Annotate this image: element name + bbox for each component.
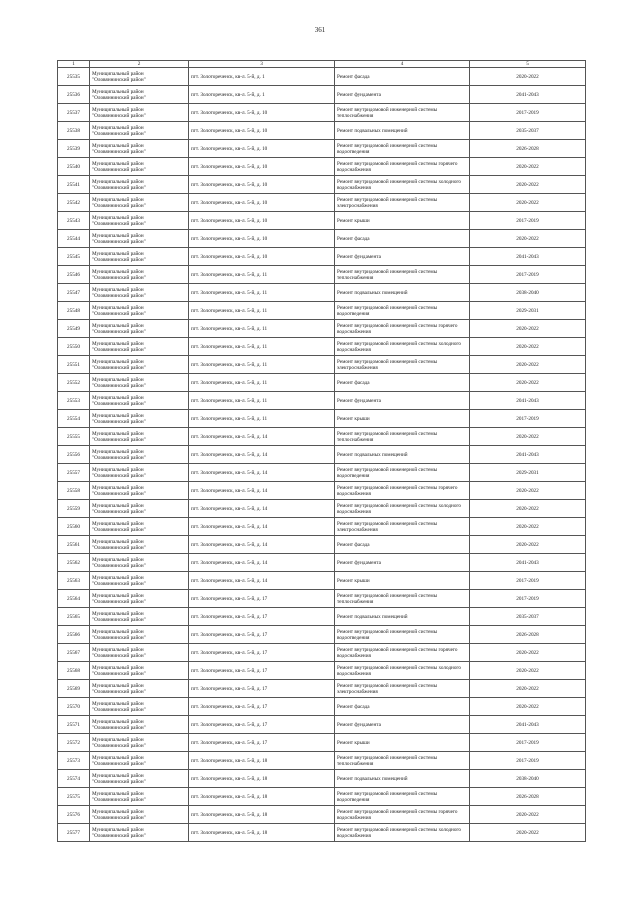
period-cell: 2020-2022 [470, 230, 586, 248]
period-cell: 2029-2031 [470, 302, 586, 320]
table-row [58, 374, 586, 392]
address-cell: пгт. Золотореченск, кв-л. 5-й, д. 14 [189, 464, 335, 482]
column-header-2: 2 [90, 61, 189, 68]
table-row [58, 248, 586, 266]
table-row [58, 284, 586, 302]
row-number-cell: 25535 [58, 68, 90, 86]
table-row [58, 644, 586, 662]
table-row [58, 518, 586, 536]
period-cell: 2041-2043 [470, 392, 586, 410]
table-row [58, 464, 586, 482]
row-number-cell: 25569 [58, 680, 90, 698]
table-row [58, 608, 586, 626]
period-cell: 2020-2022 [470, 680, 586, 698]
row-number-cell: 25576 [58, 806, 90, 824]
address-cell: пгт. Золотореченск, кв-л. 5-й, д. 11 [189, 410, 335, 428]
row-number-cell: 25557 [58, 464, 90, 482]
period-cell: 2038-2040 [470, 284, 586, 302]
row-number-cell: 25549 [58, 320, 90, 338]
address-cell: пгт. Золотореченск, кв-л. 5-й, д. 11 [189, 356, 335, 374]
address-cell: пгт. Золотореченск, кв-л. 5-й, д. 10 [189, 176, 335, 194]
address-cell: пгт. Золотореченск, кв-л. 5-й, д. 14 [189, 572, 335, 590]
work-type-cell: Ремонт крыши [335, 212, 470, 230]
repair-schedule-table [57, 60, 586, 842]
work-type-cell: Ремонт внутридомовой инженерной системы водоотведения [335, 302, 470, 320]
address-cell: пгт. Золотореченск, кв-л. 5-й, д. 10 [189, 122, 335, 140]
table-row [58, 230, 586, 248]
work-type-cell: Ремонт внутридомовой инженерной системы холодного водоснабжения [335, 176, 470, 194]
period-cell: 2020-2022 [470, 500, 586, 518]
column-header-1: 1 [58, 61, 90, 68]
address-cell: пгт. Золотореченск, кв-л. 5-й, д. 10 [189, 230, 335, 248]
row-number-cell: 25556 [58, 446, 90, 464]
municipal-area-cell: Муниципальный район "Оловяннинский район" [90, 590, 189, 608]
work-type-cell: Ремонт внутридомовой инженерной системы водоотведения [335, 140, 470, 158]
table-row [58, 734, 586, 752]
work-type-cell: Ремонт подвальных помещений [335, 770, 470, 788]
row-number-cell: 25538 [58, 122, 90, 140]
address-cell: пгт. Золотореченск, кв-л. 5-й, д. 14 [189, 446, 335, 464]
work-type-cell: Ремонт внутридомовой инженерной системы горячего водоснабжения [335, 806, 470, 824]
page-number: 361 [314, 26, 326, 34]
municipal-area-cell: Муниципальный район "Оловяннинский район" [90, 752, 189, 770]
municipal-area-cell: Муниципальный район "Оловяннинский район" [90, 806, 189, 824]
row-number-cell: 25542 [58, 194, 90, 212]
period-cell: 2020-2022 [470, 320, 586, 338]
municipal-area-cell: Муниципальный район "Оловяннинский район" [90, 266, 189, 284]
address-cell: пгт. Золотореченск, кв-л. 5-й, д. 18 [189, 824, 335, 842]
work-type-cell: Ремонт внутридомовой инженерной системы электроснабжения [335, 518, 470, 536]
address-cell: пгт. Золотореченск, кв-л. 5-й, д. 14 [189, 428, 335, 446]
municipal-area-cell: Муниципальный район "Оловяннинский район" [90, 644, 189, 662]
column-header-3: 3 [189, 61, 335, 68]
period-cell: 2020-2022 [470, 68, 586, 86]
row-number-cell: 25577 [58, 824, 90, 842]
municipal-area-cell: Муниципальный район "Оловяннинский район" [90, 662, 189, 680]
table-row [58, 680, 586, 698]
period-cell: 2020-2022 [470, 536, 586, 554]
row-number-cell: 25568 [58, 662, 90, 680]
period-cell: 2026-2028 [470, 140, 586, 158]
work-type-cell: Ремонт внутридомовой инженерной системы горячего водоснабжения [335, 158, 470, 176]
row-number-cell: 25575 [58, 788, 90, 806]
address-cell: пгт. Золотореченск, кв-л. 5-й, д. 10 [189, 140, 335, 158]
table-row [58, 662, 586, 680]
municipal-area-cell: Муниципальный район "Оловяннинский район" [90, 104, 189, 122]
period-cell: 2041-2043 [470, 86, 586, 104]
address-cell: пгт. Золотореченск, кв-л. 5-й, д. 11 [189, 392, 335, 410]
period-cell: 2017-2019 [470, 572, 586, 590]
municipal-area-cell: Муниципальный район "Оловяннинский район" [90, 230, 189, 248]
table-row [58, 320, 586, 338]
row-number-cell: 25543 [58, 212, 90, 230]
row-number-cell: 25562 [58, 554, 90, 572]
municipal-area-cell: Муниципальный район "Оловяннинский район" [90, 770, 189, 788]
period-cell: 2026-2028 [470, 788, 586, 806]
period-cell: 2041-2043 [470, 716, 586, 734]
period-cell: 2041-2043 [470, 554, 586, 572]
row-number-cell: 25548 [58, 302, 90, 320]
row-number-cell: 25540 [58, 158, 90, 176]
address-cell: пгт. Золотореченск, кв-л. 5-й, д. 18 [189, 806, 335, 824]
row-number-cell: 25573 [58, 752, 90, 770]
municipal-area-cell: Муниципальный район "Оловяннинский район" [90, 626, 189, 644]
period-cell: 2026-2028 [470, 626, 586, 644]
municipal-area-cell: Муниципальный район "Оловяннинский район" [90, 572, 189, 590]
column-header-4: 4 [335, 61, 470, 68]
municipal-area-cell: Муниципальный район "Оловяннинский район" [90, 734, 189, 752]
row-number-cell: 25572 [58, 734, 90, 752]
period-cell: 2041-2043 [470, 248, 586, 266]
row-number-cell: 25559 [58, 500, 90, 518]
address-cell: пгт. Золотореченск, кв-л. 5-й, д. 10 [189, 104, 335, 122]
address-cell: пгт. Золотореченск, кв-л. 5-й, д. 10 [189, 212, 335, 230]
municipal-area-cell: Муниципальный район "Оловяннинский район" [90, 428, 189, 446]
municipal-area-cell: Муниципальный район "Оловяннинский район" [90, 302, 189, 320]
address-cell: пгт. Золотореченск, кв-л. 5-й, д. 18 [189, 788, 335, 806]
table-row [58, 158, 586, 176]
work-type-cell: Ремонт фасада [335, 374, 470, 392]
period-cell: 2020-2022 [470, 374, 586, 392]
period-cell: 2017-2019 [470, 590, 586, 608]
row-number-cell: 25561 [58, 536, 90, 554]
work-type-cell: Ремонт внутридомовой инженерной системы горячего водоснабжения [335, 320, 470, 338]
row-number-cell: 25555 [58, 428, 90, 446]
table-header [58, 61, 586, 68]
row-number-cell: 25550 [58, 338, 90, 356]
address-cell: пгт. Золотореченск, кв-л. 5-й, д. 14 [189, 518, 335, 536]
work-type-cell: Ремонт внутридомовой инженерной системы теплоснабжения [335, 428, 470, 446]
work-type-cell: Ремонт внутридомовой инженерной системы водоотведения [335, 788, 470, 806]
work-type-cell: Ремонт фундамента [335, 392, 470, 410]
table-row [58, 176, 586, 194]
work-type-cell: Ремонт внутридомовой инженерной системы горячего водоснабжения [335, 644, 470, 662]
work-type-cell: Ремонт фасада [335, 230, 470, 248]
municipal-area-cell: Муниципальный район "Оловяннинский район" [90, 140, 189, 158]
address-cell: пгт. Золотореченск, кв-л. 5-й, д. 10 [189, 248, 335, 266]
municipal-area-cell: Муниципальный район "Оловяннинский район" [90, 122, 189, 140]
table-row [58, 752, 586, 770]
period-cell: 2017-2019 [470, 752, 586, 770]
address-cell: пгт. Золотореченск, кв-л. 5-й, д. 18 [189, 770, 335, 788]
address-cell: пгт. Золотореченск, кв-л. 5-й, д. 14 [189, 554, 335, 572]
period-cell: 2020-2022 [470, 518, 586, 536]
row-number-cell: 25560 [58, 518, 90, 536]
table-row [58, 212, 586, 230]
municipal-area-cell: Муниципальный район "Оловяннинский район" [90, 698, 189, 716]
row-number-cell: 25544 [58, 230, 90, 248]
table-row [58, 500, 586, 518]
work-type-cell: Ремонт подвальных помещений [335, 608, 470, 626]
municipal-area-cell: Муниципальный район "Оловяннинский район" [90, 788, 189, 806]
address-cell: пгт. Золотореченск, кв-л. 5-й, д. 11 [189, 284, 335, 302]
address-cell: пгт. Золотореченск, кв-л. 5-й, д. 14 [189, 500, 335, 518]
period-cell: 2020-2022 [470, 356, 586, 374]
period-cell: 2020-2022 [470, 338, 586, 356]
municipal-area-cell: Муниципальный район "Оловяннинский район" [90, 212, 189, 230]
row-number-cell: 25558 [58, 482, 90, 500]
municipal-area-cell: Муниципальный район "Оловяннинский район" [90, 608, 189, 626]
municipal-area-cell: Муниципальный район "Оловяннинский район" [90, 554, 189, 572]
work-type-cell: Ремонт подвальных помещений [335, 446, 470, 464]
work-type-cell: Ремонт внутридомовой инженерной системы водоотведения [335, 626, 470, 644]
table-row [58, 770, 586, 788]
period-cell: 2020-2022 [470, 176, 586, 194]
address-cell: пгт. Золотореченск, кв-л. 5-й, д. 17 [189, 680, 335, 698]
address-cell: пгт. Золотореченск, кв-л. 5-й, д. 11 [189, 266, 335, 284]
period-cell: 2020-2022 [470, 194, 586, 212]
row-number-cell: 25539 [58, 140, 90, 158]
row-number-cell: 25570 [58, 698, 90, 716]
row-number-cell: 25551 [58, 356, 90, 374]
address-cell: пгт. Золотореченск, кв-л. 5-й, д. 11 [189, 302, 335, 320]
row-number-cell: 25554 [58, 410, 90, 428]
address-cell: пгт. Золотореченск, кв-л. 5-й, д. 17 [189, 716, 335, 734]
work-type-cell: Ремонт внутридомовой инженерной системы водоотведения [335, 464, 470, 482]
address-cell: пгт. Золотореченск, кв-л. 5-й, д. 17 [189, 734, 335, 752]
table-row [58, 122, 586, 140]
work-type-cell: Ремонт фасада [335, 68, 470, 86]
municipal-area-cell: Муниципальный район "Оловяннинский район" [90, 158, 189, 176]
municipal-area-cell: Муниципальный район "Оловяннинский район" [90, 176, 189, 194]
row-number-cell: 25537 [58, 104, 90, 122]
municipal-area-cell: Муниципальный район "Оловяннинский район" [90, 356, 189, 374]
address-cell: пгт. Золотореченск, кв-л. 5-й, д. 1 [189, 68, 335, 86]
municipal-area-cell: Муниципальный район "Оловяннинский район" [90, 482, 189, 500]
table-row [58, 86, 586, 104]
work-type-cell: Ремонт внутридомовой инженерной системы теплоснабжения [335, 590, 470, 608]
address-cell: пгт. Золотореченск, кв-л. 5-й, д. 17 [189, 608, 335, 626]
period-cell: 2035-2037 [470, 608, 586, 626]
period-cell: 2020-2022 [470, 824, 586, 842]
address-cell: пгт. Золотореченск, кв-л. 5-й, д. 17 [189, 626, 335, 644]
table-row [58, 266, 586, 284]
municipal-area-cell: Муниципальный район "Оловяннинский район" [90, 86, 189, 104]
period-cell: 2020-2022 [470, 806, 586, 824]
table-row [58, 536, 586, 554]
work-type-cell: Ремонт фасада [335, 536, 470, 554]
municipal-area-cell: Муниципальный район "Оловяннинский район" [90, 536, 189, 554]
work-type-cell: Ремонт подвальных помещений [335, 284, 470, 302]
municipal-area-cell: Муниципальный район "Оловяннинский район" [90, 194, 189, 212]
table-row [58, 338, 586, 356]
period-cell: 2017-2019 [470, 212, 586, 230]
municipal-area-cell: Муниципальный район "Оловяннинский район" [90, 68, 189, 86]
table-row [58, 626, 586, 644]
work-type-cell: Ремонт внутридомовой инженерной системы электроснабжения [335, 680, 470, 698]
work-type-cell: Ремонт внутридомовой инженерной системы холодного водоснабжения [335, 500, 470, 518]
municipal-area-cell: Муниципальный район "Оловяннинский район" [90, 716, 189, 734]
period-cell: 2020-2022 [470, 644, 586, 662]
address-cell: пгт. Золотореченск, кв-л. 5-й, д. 14 [189, 536, 335, 554]
work-type-cell: Ремонт внутридомовой инженерной системы холодного водоснабжения [335, 662, 470, 680]
row-number-cell: 25541 [58, 176, 90, 194]
work-type-cell: Ремонт внутридомовой инженерной системы электроснабжения [335, 194, 470, 212]
table-row [58, 392, 586, 410]
row-number-cell: 25545 [58, 248, 90, 266]
row-number-cell: 25567 [58, 644, 90, 662]
row-number-cell: 25536 [58, 86, 90, 104]
address-cell: пгт. Золотореченск, кв-л. 5-й, д. 17 [189, 698, 335, 716]
period-cell: 2017-2019 [470, 734, 586, 752]
table-row [58, 482, 586, 500]
work-type-cell: Ремонт внутридомовой инженерной системы горячего водоснабжения [335, 482, 470, 500]
table-row [58, 410, 586, 428]
table-row [58, 302, 586, 320]
row-number-cell: 25563 [58, 572, 90, 590]
work-type-cell: Ремонт внутридомовой инженерной системы теплоснабжения [335, 266, 470, 284]
work-type-cell: Ремонт фундамента [335, 554, 470, 572]
work-type-cell: Ремонт внутридомовой инженерной системы электроснабжения [335, 356, 470, 374]
table-row [58, 194, 586, 212]
address-cell: пгт. Золотореченск, кв-л. 5-й, д. 10 [189, 194, 335, 212]
row-number-cell: 25574 [58, 770, 90, 788]
period-cell: 2020-2022 [470, 662, 586, 680]
address-cell: пгт. Золотореченск, кв-л. 5-й, д. 11 [189, 374, 335, 392]
table-row [58, 68, 586, 86]
row-number-cell: 25553 [58, 392, 90, 410]
municipal-area-cell: Муниципальный район "Оловяннинский район" [90, 392, 189, 410]
address-cell: пгт. Золотореченск, кв-л. 5-й, д. 18 [189, 752, 335, 770]
municipal-area-cell: Муниципальный район "Оловяннинский район" [90, 500, 189, 518]
table-row [58, 716, 586, 734]
work-type-cell: Ремонт фундамента [335, 86, 470, 104]
municipal-area-cell: Муниципальный район "Оловяннинский район" [90, 248, 189, 266]
address-cell: пгт. Золотореченск, кв-л. 5-й, д. 11 [189, 320, 335, 338]
table-row [58, 824, 586, 842]
municipal-area-cell: Муниципальный район "Оловяннинский район" [90, 320, 189, 338]
municipal-area-cell: Муниципальный район "Оловяннинский район" [90, 338, 189, 356]
address-cell: пгт. Золотореченск, кв-л. 5-й, д. 1 [189, 86, 335, 104]
row-number-cell: 25546 [58, 266, 90, 284]
table-body [58, 68, 586, 842]
table-row [58, 554, 586, 572]
address-cell: пгт. Золотореченск, кв-л. 5-й, д. 14 [189, 482, 335, 500]
municipal-area-cell: Муниципальный район "Оловяннинский район" [90, 446, 189, 464]
period-cell: 2020-2022 [470, 158, 586, 176]
municipal-area-cell: Муниципальный район "Оловяннинский район" [90, 518, 189, 536]
work-type-cell: Ремонт внутридомовой инженерной системы холодного водоснабжения [335, 338, 470, 356]
period-cell: 2041-2043 [470, 446, 586, 464]
address-cell: пгт. Золотореченск, кв-л. 5-й, д. 17 [189, 644, 335, 662]
municipal-area-cell: Муниципальный район "Оловяннинский район" [90, 284, 189, 302]
period-cell: 2017-2019 [470, 266, 586, 284]
period-cell: 2020-2022 [470, 428, 586, 446]
row-number-cell: 25566 [58, 626, 90, 644]
municipal-area-cell: Муниципальный район "Оловяннинский район" [90, 464, 189, 482]
work-type-cell: Ремонт внутридомовой инженерной системы холодного водоснабжения [335, 824, 470, 842]
municipal-area-cell: Муниципальный район "Оловяннинский район" [90, 410, 189, 428]
address-cell: пгт. Золотореченск, кв-л. 5-й, д. 10 [189, 158, 335, 176]
address-cell: пгт. Золотореченск, кв-л. 5-й, д. 11 [189, 338, 335, 356]
work-type-cell: Ремонт фасада [335, 698, 470, 716]
work-type-cell: Ремонт крыши [335, 572, 470, 590]
row-number-cell: 25571 [58, 716, 90, 734]
period-cell: 2017-2019 [470, 410, 586, 428]
period-cell: 2029-2031 [470, 464, 586, 482]
period-cell: 2020-2022 [470, 482, 586, 500]
column-header-5: 5 [470, 61, 586, 68]
work-type-cell: Ремонт фундамента [335, 248, 470, 266]
address-cell: пгт. Золотореченск, кв-л. 5-й, д. 17 [189, 662, 335, 680]
row-number-cell: 25565 [58, 608, 90, 626]
table-row [58, 446, 586, 464]
table-row [58, 356, 586, 374]
table-row [58, 572, 586, 590]
work-type-cell: Ремонт крыши [335, 410, 470, 428]
header-row [58, 61, 586, 68]
municipal-area-cell: Муниципальный район "Оловяннинский район" [90, 824, 189, 842]
period-cell: 2035-2037 [470, 122, 586, 140]
work-type-cell: Ремонт подвальных помещений [335, 122, 470, 140]
work-type-cell: Ремонт внутридомовой инженерной системы теплоснабжения [335, 104, 470, 122]
table-row [58, 806, 586, 824]
work-type-cell: Ремонт крыши [335, 734, 470, 752]
period-cell: 2038-2040 [470, 770, 586, 788]
row-number-cell: 25547 [58, 284, 90, 302]
period-cell: 2020-2022 [470, 698, 586, 716]
table-row [58, 428, 586, 446]
table-row [58, 788, 586, 806]
work-type-cell: Ремонт внутридомовой инженерной системы теплоснабжения [335, 752, 470, 770]
municipal-area-cell: Муниципальный район "Оловяннинский район" [90, 680, 189, 698]
period-cell: 2017-2019 [470, 104, 586, 122]
table-row [58, 104, 586, 122]
table-row [58, 590, 586, 608]
table-row [58, 698, 586, 716]
table-row [58, 140, 586, 158]
row-number-cell: 25564 [58, 590, 90, 608]
row-number-cell: 25552 [58, 374, 90, 392]
address-cell: пгт. Золотореченск, кв-л. 5-й, д. 17 [189, 590, 335, 608]
work-type-cell: Ремонт фундамента [335, 716, 470, 734]
municipal-area-cell: Муниципальный район "Оловяннинский район" [90, 374, 189, 392]
